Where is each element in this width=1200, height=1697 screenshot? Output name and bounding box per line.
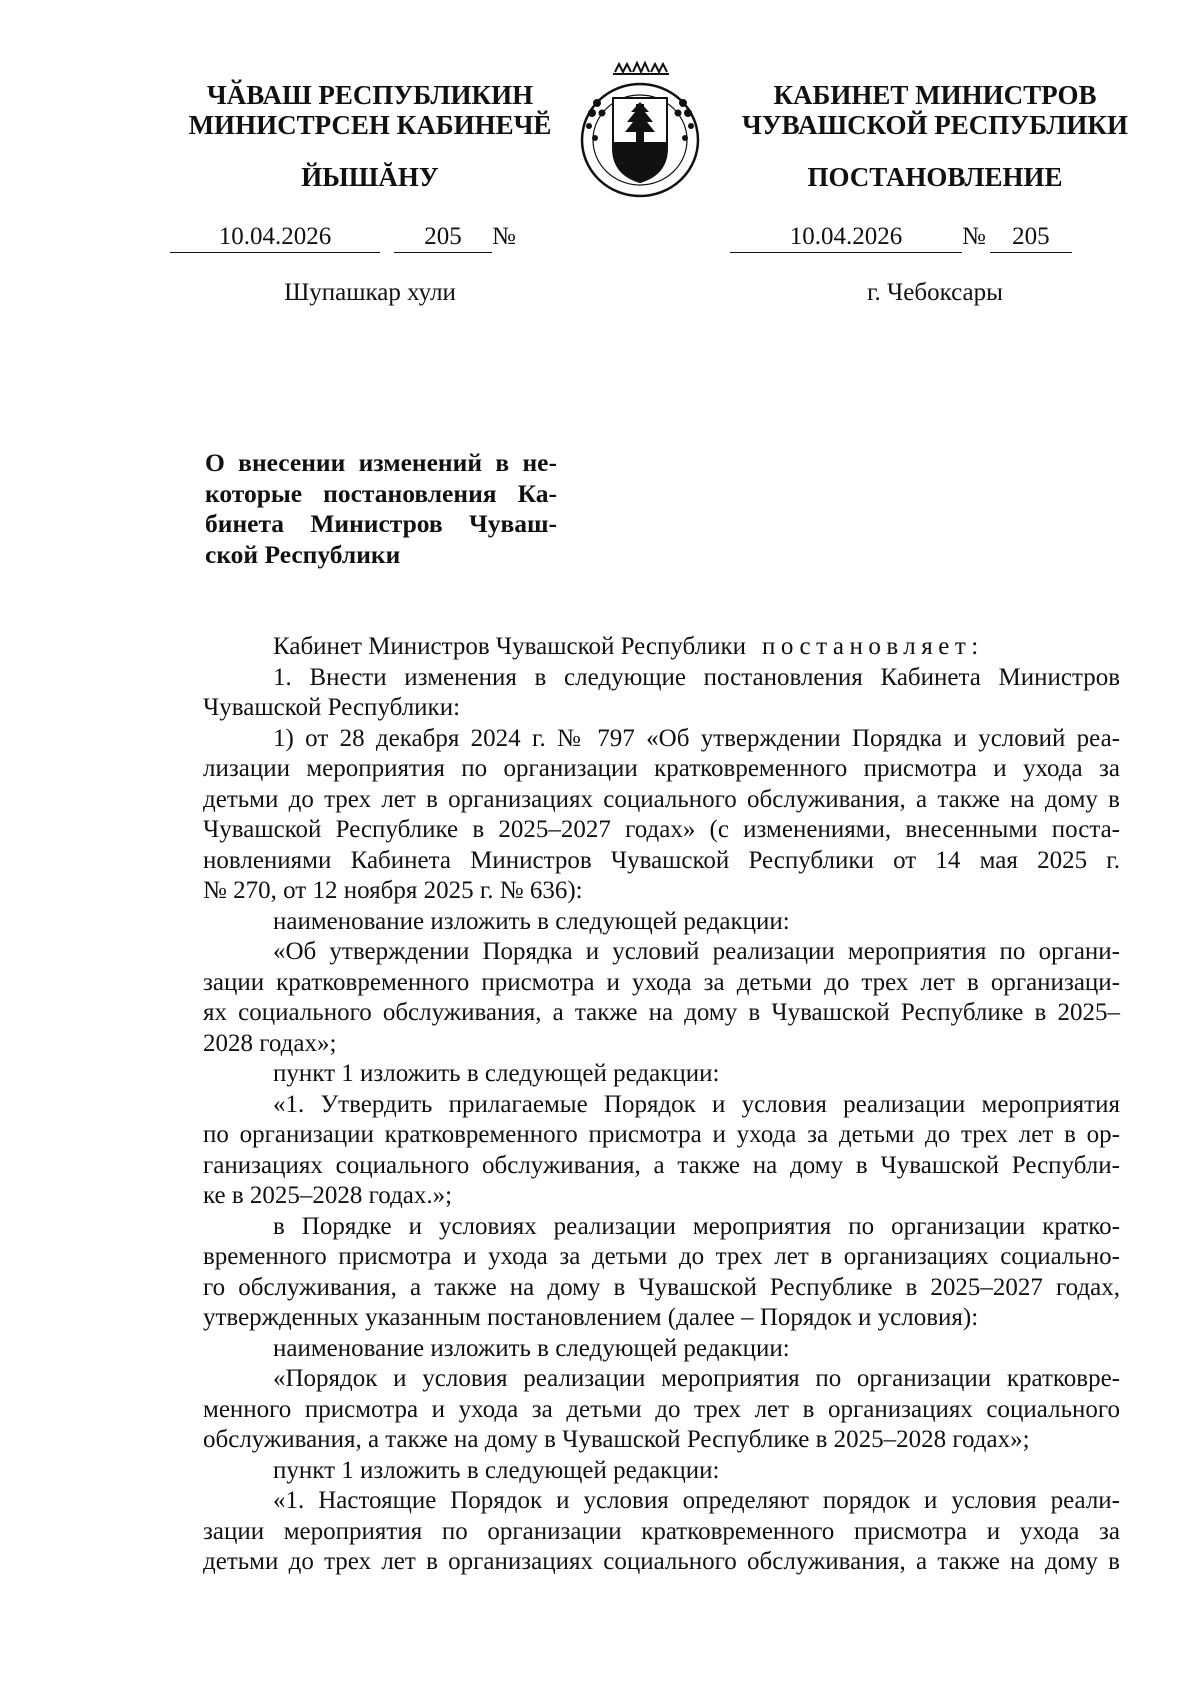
body-line: пункт 1 изложить в следующей редакции: xyxy=(273,1456,720,1484)
body-line: детьми до трех лет в организациях социального обслуживания, а также на дому в xyxy=(203,785,1120,813)
registration-left xyxy=(170,222,516,253)
doctype-right: ПОСТАНОВЛЕНИЕ xyxy=(807,162,1063,192)
body-line: 2028 годах»; xyxy=(203,1029,337,1057)
body-line: зации мероприятия по организации кратковременного присмотра и ухода за xyxy=(203,1517,1120,1545)
resolution-verb: постановляет: xyxy=(762,633,984,660)
body-line: «Об утверждении Порядка и условий реализации мероприятия по органи- xyxy=(273,938,1120,965)
body-line: № 270, от 12 ноября 2025 г. № 636): xyxy=(203,877,583,904)
body-line: 1. Внести изменения в следующие постановления Кабинета Министров xyxy=(273,663,1120,691)
header-right-title xyxy=(725,80,1145,140)
body-line: утвержденных указанным постановлением (далее – Порядок и условия): xyxy=(203,1304,979,1331)
body-line: новлениями Кабинета Министров Чувашской Республики от 14 мая 2025 г. xyxy=(203,846,1120,874)
body-line: временного присмотра и ухода за детьми до трех лет в организациях социально- xyxy=(203,1243,1120,1270)
body-line: ке в 2025–2028 годах.»; xyxy=(203,1182,453,1209)
header-left-line1: ЧӐВАШ РЕСПУБЛИКИН xyxy=(206,80,534,110)
hop-ornament-left-icon xyxy=(586,99,606,141)
body-line: лизации мероприятия по организации кратковременного присмотра и ухода за xyxy=(203,755,1120,782)
coat-of-arms-emblem xyxy=(575,58,705,198)
body-line: по организации кратковременного присмотра и ухода за детьми до трех лет в ор- xyxy=(203,1121,1120,1148)
body-line: Чувашской Республике в 2025–2027 годах» (с изменениями, внесенными поста- xyxy=(203,816,1120,843)
resolution-preamble: Кабинет Министров Чувашской Республики xyxy=(273,633,747,660)
body-line xyxy=(203,632,1120,663)
body-line: «1. Утвердить прилагаемые Порядок и условия реализации мероприятия xyxy=(273,1090,1120,1118)
body-line: обслуживания, а также на дому в Чувашской Республике в 2025–2028 годах»; xyxy=(203,1426,1030,1453)
num-sign-right: № xyxy=(962,223,986,250)
body-line: зации кратковременного присмотра и ухода за детьми до трех лет в организаци- xyxy=(203,968,1120,996)
registration-right xyxy=(730,222,1072,253)
city-left: Шупашкар хули xyxy=(284,279,456,306)
header-right-line2: ЧУВАШСКОЙ РЕСПУБЛИКИ xyxy=(742,110,1128,140)
body-line: наименование изложить в следующей редакции: xyxy=(273,1334,790,1362)
num-sign-left: № xyxy=(492,223,516,250)
body-line: 1) от 28 декабря 2024 г. № 797 «Об утверждении Порядка и условий реа- xyxy=(273,724,1120,752)
city-right: г. Чебоксары xyxy=(867,279,1003,306)
number-right: 205 xyxy=(990,222,1072,253)
date-right: 10.04.2026 xyxy=(730,222,962,253)
crown-icon xyxy=(613,63,669,74)
body-line: го обслуживания, а также на дому в Чувашской Республике в 2025–2027 годах, xyxy=(203,1273,1120,1301)
body-line: пункт 1 изложить в следующей редакции: xyxy=(273,1060,720,1087)
body-line: в Порядке и условиях реализации мероприятия по организации кратко- xyxy=(273,1212,1120,1240)
header-right-line1: КАБИНЕТ МИНИСТРОВ xyxy=(773,80,1097,110)
body-line: ях социального обслуживания, а также на дому в Чувашской Республике в 2025– xyxy=(203,999,1120,1026)
doctype-left: ЙЫШĂНУ xyxy=(301,162,439,192)
body-line: «Порядок и условия реализации мероприятия по организации кратковре- xyxy=(273,1365,1120,1392)
header-left-title xyxy=(170,80,570,140)
body-line: детьми до трех лет в организациях социального обслуживания, а также на дому в xyxy=(203,1548,1120,1575)
date-left: 10.04.2026 xyxy=(170,222,380,253)
hop-ornament-right-icon xyxy=(675,99,695,141)
shield-icon xyxy=(613,98,667,182)
body-line: «1. Настоящие Порядок и условия определяют порядок и условия реали- xyxy=(273,1487,1120,1514)
header-left-line2: МИНИСТРСЕН КАБИНЕЧӖ xyxy=(188,110,552,140)
subject-line: бинета Министров Чуваш- xyxy=(205,509,557,538)
document-body xyxy=(203,632,1120,1578)
subject-line: которые постановления Ка- xyxy=(205,478,557,508)
document-subject xyxy=(205,448,557,570)
body-line: менного присмотра и ухода за детьми до трех лет в организациях социального xyxy=(203,1395,1120,1423)
number-left: 205 xyxy=(394,222,492,253)
body-line: наименование изложить в следующей редакции: xyxy=(273,907,790,935)
body-line: ганизациях социального обслуживания, а также на дому в Чувашской Республи- xyxy=(203,1151,1120,1179)
body-line: Чувашской Республики: xyxy=(203,694,461,721)
subject-line: О внесении изменений в не- xyxy=(205,448,557,477)
subject-line: ской Республики xyxy=(205,539,401,569)
